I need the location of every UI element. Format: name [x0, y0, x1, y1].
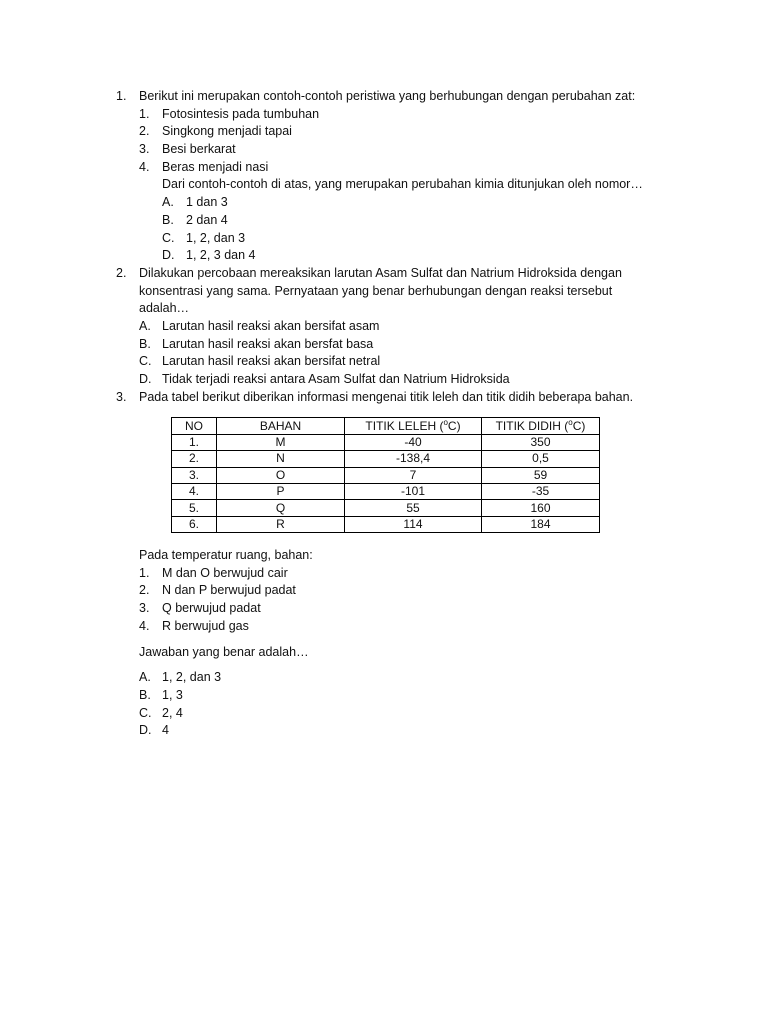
- question-3-prompt: [0, 644, 768, 662]
- question-2-stem: [0, 265, 768, 283]
- column-header-no: NO: [172, 418, 217, 434]
- list-item: [0, 123, 768, 141]
- table-row: [172, 434, 600, 450]
- table-row: [172, 500, 600, 516]
- table-cell: 4.: [172, 483, 217, 499]
- table-cell: 3.: [172, 467, 217, 483]
- option-letter: A.: [162, 195, 174, 210]
- table-row: [172, 467, 600, 483]
- melting-boiling-table: [171, 417, 600, 533]
- option-text: 2 dan 4: [186, 212, 228, 227]
- question-text-line: konsentrasi yang sama. Pernyataan yang benar berhubungan dengan reaksi tersebut: [139, 283, 613, 298]
- statement-text: N dan P berwujud padat: [162, 583, 296, 598]
- statement-text: M dan O berwujud cair: [162, 565, 288, 580]
- table-cell: -101: [345, 483, 482, 499]
- item-text: Besi berkarat: [162, 142, 236, 157]
- table-cell: N: [217, 451, 345, 467]
- answer-option: [0, 318, 768, 336]
- question-text: Pada tabel berikut diberikan informasi mengenai titik leleh dan titik didih beberapa bahan.: [139, 389, 634, 404]
- table-row: [172, 516, 600, 532]
- option-letter: D.: [139, 372, 152, 386]
- table-cell: R: [217, 516, 345, 532]
- answer-option: [0, 336, 768, 354]
- question-3-intro: [0, 547, 768, 565]
- question-number: 3.: [116, 389, 127, 404]
- question-1-prompt: [0, 176, 768, 194]
- question-prompt: Dari contoh-contoh di atas, yang merupakan perubahan kimia ditunjukan oleh nomor…: [162, 177, 643, 192]
- table-cell: 1.: [172, 434, 217, 450]
- question-number: 2.: [116, 265, 127, 280]
- table-cell: 5.: [172, 500, 217, 516]
- item-number: 1.: [139, 106, 150, 121]
- option-letter: B.: [139, 336, 151, 351]
- table-cell: 114: [345, 516, 482, 532]
- statement-number: 3.: [139, 601, 150, 616]
- table-cell: 184: [482, 516, 600, 532]
- list-item: [0, 141, 768, 159]
- question-prompt: Jawaban yang benar adalah…: [139, 644, 309, 659]
- option-letter: C.: [139, 354, 152, 369]
- table-cell: -40: [345, 434, 482, 450]
- question-2-stem-cont: [0, 300, 768, 318]
- list-item: [0, 618, 768, 636]
- table-cell: M: [217, 434, 345, 450]
- table-cell: 2.: [172, 451, 217, 467]
- option-text: Larutan hasil reaksi akan bersfat basa: [162, 336, 374, 351]
- column-header-bahan: BAHAN: [217, 418, 345, 434]
- list-item: [0, 106, 768, 124]
- answer-option: [0, 247, 768, 265]
- table-cell: -35: [482, 483, 600, 499]
- table-cell: O: [217, 467, 345, 483]
- list-item: [0, 582, 768, 600]
- answer-option: [0, 669, 768, 687]
- option-letter: C.: [139, 705, 152, 720]
- option-letter: B.: [139, 687, 151, 702]
- option-text: Tidak terjadi reaksi antara Asam Sulfat dan Natrium Hidroksida: [162, 372, 510, 386]
- table-cell: 160: [482, 500, 600, 516]
- item-text: Singkong menjadi tapai: [162, 124, 292, 139]
- column-header-titik-leleh: TITIK LELEH ($^o$C): [345, 418, 482, 434]
- option-text: Larutan hasil reaksi akan bersifat asam: [162, 318, 380, 333]
- option-text: Larutan hasil reaksi akan bersifat netral: [162, 354, 381, 369]
- table-row: [172, 451, 600, 467]
- answer-option: [0, 705, 768, 723]
- table-cell: Q: [217, 500, 345, 516]
- item-number: 4.: [139, 159, 150, 174]
- table-header-row: [172, 418, 600, 434]
- table-cell: P: [217, 483, 345, 499]
- intro-text: Pada temperatur ruang, bahan:: [139, 548, 313, 563]
- question-text-line: Dilakukan percobaan mereaksikan larutan Asam Sulfat dan Natrium Hidroksida dengan: [139, 265, 622, 280]
- option-text: 1, 2, dan 3: [186, 230, 246, 245]
- question-text-line: adalah…: [139, 301, 190, 316]
- answer-option: [0, 371, 768, 389]
- answer-option: [0, 212, 768, 230]
- answer-option: [0, 230, 768, 248]
- item-number: 2.: [139, 124, 150, 139]
- list-item: [0, 159, 768, 177]
- list-item: [0, 565, 768, 583]
- table-cell: 0,5: [482, 451, 600, 467]
- answer-option: [0, 687, 768, 705]
- question-3-stem: [0, 389, 768, 407]
- answer-option: [0, 194, 768, 212]
- statement-text: R berwujud gas: [162, 618, 249, 633]
- answer-option: [0, 722, 768, 740]
- option-text: 2, 4: [162, 705, 183, 720]
- table-cell: -138,4: [345, 451, 482, 467]
- column-header-titik-didih: TITIK DIDIH ($^o$C): [482, 418, 600, 434]
- statement-number: 4.: [139, 618, 150, 633]
- question-2-stem-cont: [0, 283, 768, 301]
- option-letter: B.: [162, 212, 174, 227]
- statement-number: 1.: [139, 565, 150, 580]
- statement-text: Q berwujud padat: [162, 601, 261, 616]
- list-item: [0, 600, 768, 618]
- item-text: Beras menjadi nasi: [162, 159, 269, 174]
- item-number: 3.: [139, 142, 150, 157]
- table-cell: 350: [482, 434, 600, 450]
- question-text: Berikut ini merupakan contoh-contoh peristiwa yang berhubungan dengan perubahan zat:: [139, 89, 636, 103]
- option-text: 1 dan 3: [186, 195, 228, 210]
- document-body: [0, 88, 768, 740]
- table-row: [172, 483, 600, 499]
- question-1-stem: [0, 88, 768, 106]
- table-cell: 59: [482, 467, 600, 483]
- answer-option: [0, 353, 768, 371]
- option-text: 1, 3: [162, 687, 183, 702]
- option-text: 1, 2, dan 3: [162, 670, 222, 685]
- option-letter: D.: [139, 723, 152, 738]
- table-cell: 7: [345, 467, 482, 483]
- item-text: Fotosintesis pada tumbuhan: [162, 106, 320, 121]
- option-letter: D.: [162, 248, 175, 263]
- question-number: 1.: [116, 89, 127, 103]
- table-cell: 55: [345, 500, 482, 516]
- option-text: 1, 2, 3 dan 4: [186, 248, 256, 263]
- statement-number: 2.: [139, 583, 150, 598]
- option-letter: C.: [162, 230, 175, 245]
- option-letter: A.: [139, 318, 151, 333]
- option-letter: A.: [139, 670, 151, 685]
- option-text: 4: [162, 723, 169, 738]
- table-cell: 6.: [172, 516, 217, 532]
